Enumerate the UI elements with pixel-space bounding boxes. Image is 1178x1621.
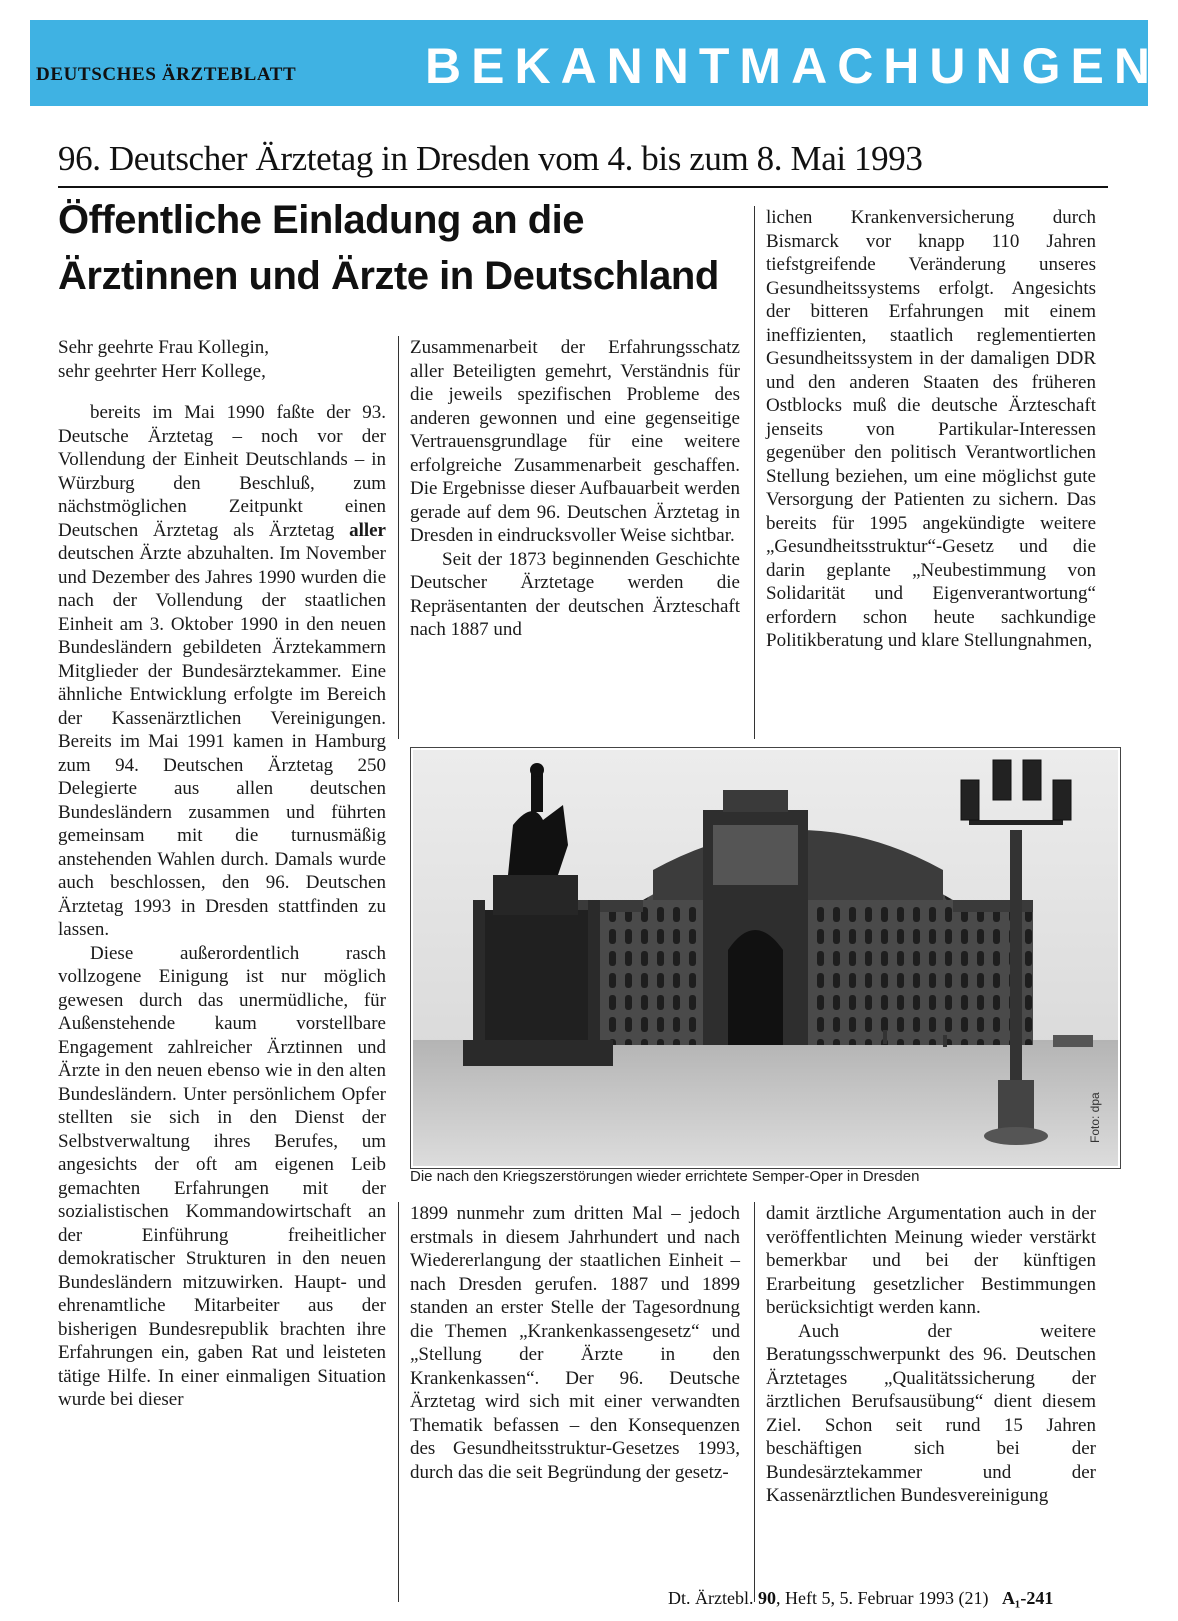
photo-image: [413, 750, 1118, 1166]
column-3-lower: [766, 1202, 1096, 1508]
page-footer: [668, 1588, 1053, 1609]
column-divider: [398, 336, 399, 739]
column-3: [766, 206, 1096, 653]
paragraph-1-text-b: deutschen Ärzte abzuhalten. Im November und Dezember des Jahres 1990 wurden die nach der Vollendung der staatlichen Einheit am 3. Oktober 1990 in den neuen Bundesländern gebildeten Ärztekammern Mitglieder der Bundesärztekammer. Eine ähnliche Entwicklung erfolgte im Bereich der Kassenärztlichen Vereinigungen. Bereits im Mai 1991 kamen in Hamburg zum 94. Deutschen Ärztetag 250 Delegierte aus allen deutschen Bundesländern zusammen und führten gemeinsam mit die turnusmäßig anstehenden Wahlen durch. Damals wurde auch beschlossen, den 96. Deutschen Ärztetag 1993 in Dresden stattfinden zu lassen.: [58, 543, 386, 940]
paragraph-1-emphasis: aller: [349, 519, 386, 541]
footer-journal: Dt. Ärztebl.: [668, 1588, 754, 1608]
footer-volume: 90: [757, 1588, 776, 1608]
paragraph-3-continued: 1899 nunmehr zum dritten Mal – jedoch erstmals in diesem Jahrhundert und nach Wiedererlangung der staatlichen Einheit – nach Dresden gerufen. 1887 und 1899 standen an erster Stelle der Tagesordnung die Themen „Krankenkassengesetz“ und „Stellung der Ärzte in den Krankenkassen“. Der 96. Deutsche Ärztetag wird sich mit einer verwandten Thematik befassen – den Konsequenzen des Gesundheitsstruktur-Gesetzes 1993, durch das die seit Begründung der gesetz-: [410, 1203, 740, 1483]
column-divider: [398, 1202, 399, 1602]
column-2-lower: [410, 1202, 740, 1484]
footer-issue: , Heft 5, 5. Februar 1993 (21): [775, 1588, 989, 1608]
paragraph-4-continued: damit ärztliche Argumentation auch in der veröffentlichten Meinung wieder verstärkt bemerkbar und bei der künftigen Erarbeitung gesetzlicher Bestimmungen berücksichtigt werden kann.: [766, 1203, 1096, 1318]
photo-semper-oper: [410, 747, 1121, 1169]
salutation: [58, 336, 386, 383]
event-rule: [58, 186, 1108, 188]
column-2: [410, 336, 740, 642]
column-divider: [754, 206, 755, 739]
publication-name: DEUTSCHES ÄRZTEBLATT: [36, 64, 297, 85]
column-1: [58, 336, 386, 1412]
photo-caption: Die nach den Kriegszerstörungen wieder errichtete Semper-Oper in Dresden: [410, 1168, 920, 1185]
salutation-line-2: sehr geehrter Herr Kollege,: [58, 360, 266, 382]
column-divider: [754, 1202, 755, 1602]
paragraph-4: lichen Krankenversicherung durch Bismarck vor knapp 110 Jahren tiefstgreifende Veränderung unseres Gesundheitssystems erfolgt. Angesichts der bitteren Erfahrungen mit einem ineffizienten, staatlich reglementierten Gesundheitssystem in der damaligen DDR und den anderen Staaten des früheren Ostblocks muß die deutsche Ärzteschaft jenseits von Partikular-Interessen gegenüber den politisch Verantwortlichen Stellung beziehen, um eine möglichst gute Versorgung der Patienten zu sichern. Das bereits für 1995 angekündigte weitere „Gesundheitsstruktur“-Gesetz und die darin geplante „Neubestimmung von Solidarität und Eigenverantwortung“ erfordern schon heute sachkundige Politikberatung und klare Stellungnahmen,: [766, 207, 1096, 651]
paragraph-2: Diese außerordentlich rasch vollzogene Einigung ist nur möglich gewesen durch das unermüdliche, für Außenstehende kaum vorstellbare Engagement zahlreicher Ärztinnen und Ärzte in den neuen ebenso wie in den alten Bundesländern. Unter persönlichem Opfer stellten sie sich in den Dienst der Selbstverwaltung ihres Berufes, um angesichts der oft am eigenen Leib gemachten Erfahrungen mit der sozialistischen Kommandowirtschaft an der Einführung freiheitlicher demokratischer Strukturen in den neuen Bundesländern mitzuwirken. Haupt- und ehrenamtliche Mitarbeiter aus der bisherigen Bundesrepublik brachten ihre Erfahrungen ein, gaben Rat und leisteten tätige Hilfe. In einer einmaligen Situation wurde bei dieser: [58, 942, 386, 1410]
footer-page-number: A₁-241: [1001, 1588, 1054, 1608]
event-line: 96. Deutscher Ärztetag in Dresden vom 4. bis zum 8. Mai 1993: [58, 139, 923, 178]
salutation-line-1: Sehr geehrte Frau Kollegin,: [58, 337, 270, 358]
section-title: BEKANNTMACHUNGEN: [425, 38, 1160, 94]
paragraph-1-text-a: bereits im Mai 1990 faßte der 93. Deutsche Ärztetag – noch vor der Vollendung der Einheit Deutschlands – in Würzburg den Beschluß, zum nächstmöglichen Zeitpunkt einen Deutschen Ärztetag als Ärztetag: [58, 402, 386, 541]
paragraph-2-continued: Zusammenarbeit der Erfahrungsschatz aller Beteiligten gemehrt, Verständnis für die jeweils spezifischen Probleme des anderen gewonnen und eine gegenseitige Vertrauensgrundlage für eine weitere erfolgreiche Zusammenarbeit geschaffen. Die Ergebnisse dieser Aufbauarbeit werden gerade auf dem 96. Deutschen Ärztetag in Dresden in eindrucksvoller Weise sichtbar.: [410, 337, 740, 546]
photo-credit: Foto: dpa: [1088, 1092, 1102, 1143]
headline: [58, 192, 758, 304]
paragraph-1: [58, 401, 386, 942]
headline-line-2: Ärztinnen und Ärzte in Deutschland: [58, 254, 719, 298]
paragraph-5: Auch der weitere Beratungsschwerpunkt des 96. Deutschen Ärztetages „Qualitätssicherung der ärztlichen Berufsausübung“ dient diesem Ziel. Schon seit rund 15 Jahren beschäftigen sich bei der Bundesärztekammer und der Kassenärztlichen Bundesvereinigung: [766, 1320, 1096, 1506]
paragraph-3: Seit der 1873 beginnenden Geschichte Deutscher Ärztetage werden die Repräsentanten der deutschen Ärzteschaft nach 1887 und: [410, 548, 740, 640]
headline-line-1: Öffentliche Einladung an die: [58, 198, 585, 242]
